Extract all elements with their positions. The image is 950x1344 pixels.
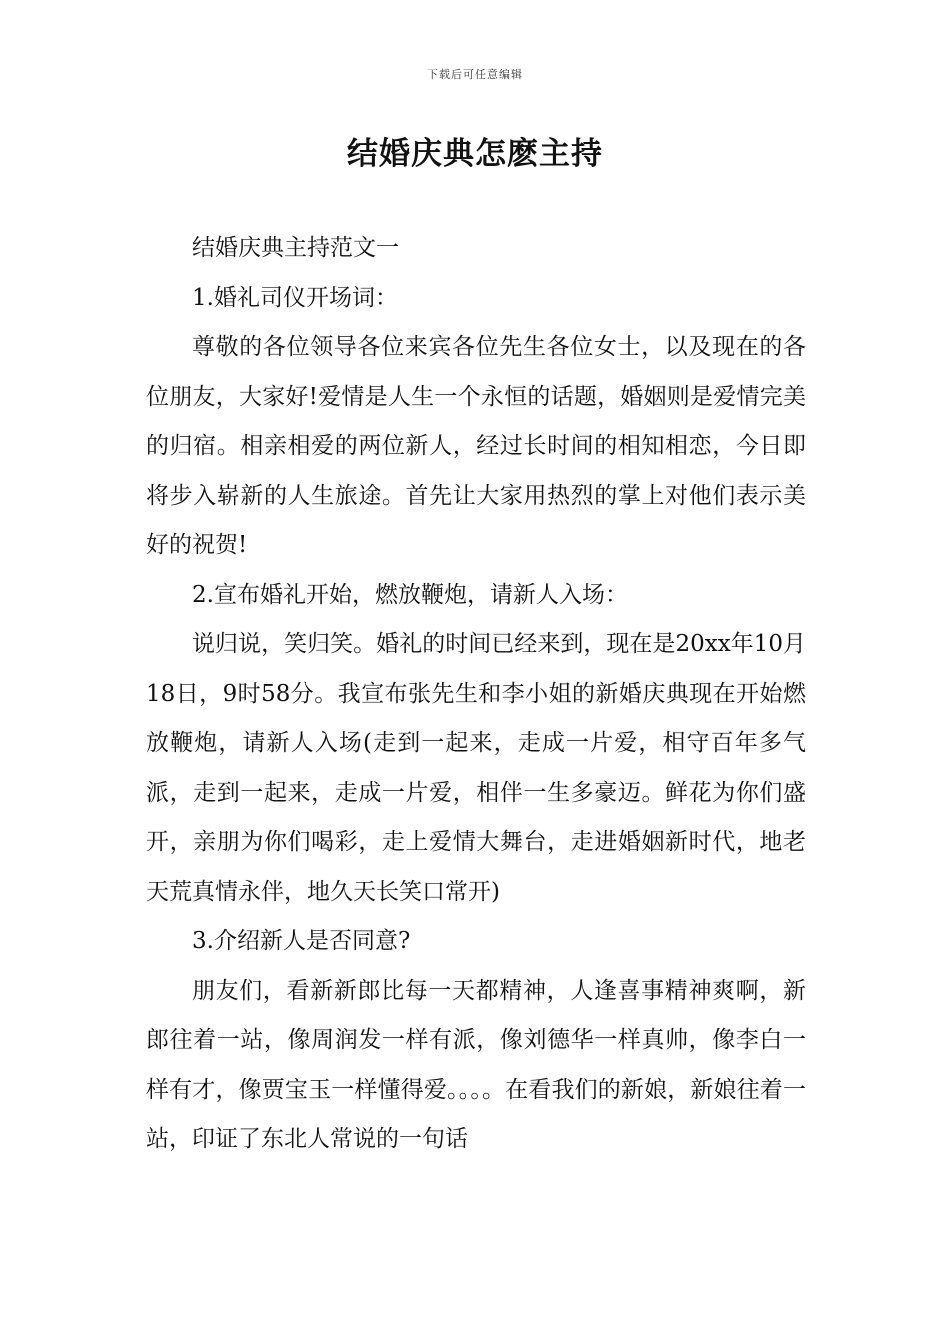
item-heading-start: 2.宣布婚礼开始，燃放鞭炮，请新人入场： xyxy=(192,581,628,608)
document-body xyxy=(146,224,806,1165)
item-heading-opening: 1.婚礼司仪开场词： xyxy=(192,284,398,311)
body-paragraph: 说归说，笑归笑。婚礼的时间已经来到，现在是20xx年10月18日，9时58分。我宣布张先生和李小姐的新婚庆典现在开始燃放鞭炮，请新人入场(走到一起来，走成一片爱，相守百年多气派，走到一起来，走成一片爱，相伴一生多豪迈。鲜花为你们盛开，亲朋为你们喝彩，走上爱情大舞台，走进婚姻新时代，地老天荒真情永伴，地久天长笑口常开) xyxy=(146,631,806,905)
document-title: 结婚庆典怎麽主持 xyxy=(347,136,603,172)
section-heading: 结婚庆典主持范文一 xyxy=(192,235,399,261)
body-paragraph: 朋友们，看新新郎比每一天都精神，人逢喜事精神爽啊，新郎往着一站，像周润发一样有派，像刘德华一样真帅，像李白一样有才，像贾宝玉一样懂得爱。。。。在看我们的新娘，新娘往着一站，印证了东北人常说的一句话 xyxy=(146,977,806,1152)
header-note: 下载后可任意编辑 xyxy=(427,68,523,81)
item-heading-introduce: 3.介绍新人是否同意? xyxy=(192,928,411,954)
body-paragraph: 尊敬的各位领导各位来宾各位先生各位女士，以及现在的各位朋友，大家好!爱情是人生一个永恒的话题，婚姻则是爱情完美的归宿。相亲相爱的两位新人，经过长时间的相知相恋，今日即将步入崭新的人生旅途。首先让大家用热烈的掌上对他们表示美好的祝贺! xyxy=(146,334,806,558)
